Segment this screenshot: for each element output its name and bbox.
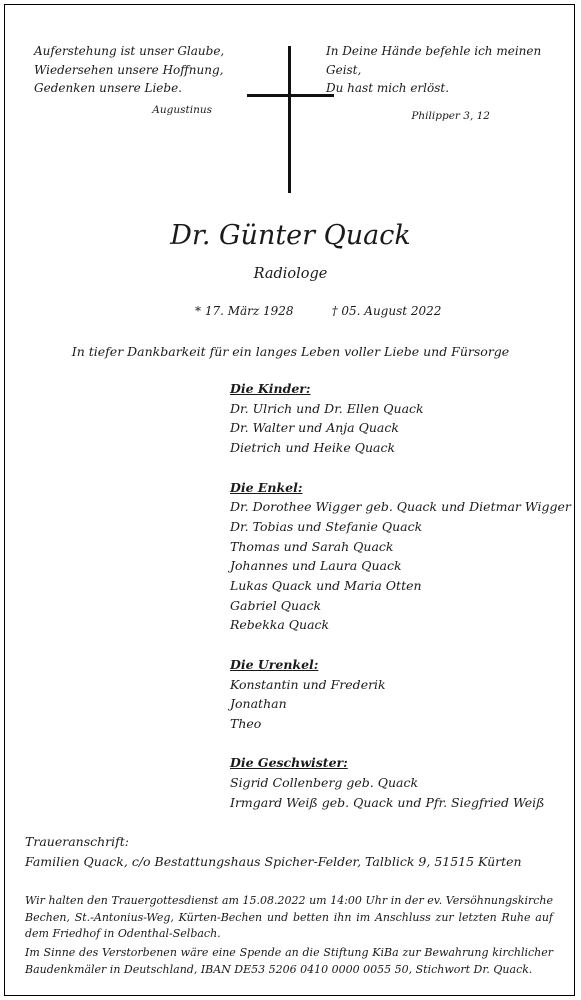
family-group-grandchildren xyxy=(230,478,571,636)
quote-right-line: Du hast mich erlöst. xyxy=(326,81,450,95)
family-member: Dr. Dorothee Wigger geb. Quack und Dietmar Wigger xyxy=(230,499,571,515)
family-member: Thomas und Sarah Quack xyxy=(230,538,394,554)
family-member: Jonathan xyxy=(230,696,287,712)
family-member: Dr. Tobias und Stefanie Quack xyxy=(230,518,423,534)
address-label: Traueranschrift: xyxy=(25,834,129,849)
family-member: Konstantin und Frederik xyxy=(230,676,386,692)
quote-left-line: Wiedersehen unsere Hoffnung, xyxy=(34,62,224,77)
group-heading: Die Urenkel: xyxy=(230,656,319,672)
family-member: Dietrich und Heike Quack xyxy=(230,440,396,456)
family-member: Irmgard Weiß geb. Quack und Pfr. Siegfried Weiß xyxy=(230,794,545,810)
quote-right-line: In Deine Hände befehle ich meinen Geist, xyxy=(326,44,542,77)
family-member: Sigrid Collenberg geb. Quack xyxy=(230,775,419,791)
family-group-great-grandchildren xyxy=(230,655,571,734)
quote-right xyxy=(326,42,556,125)
life-dates xyxy=(195,304,441,318)
quote-left-line: Auferstehung ist unser Glaube, xyxy=(34,44,225,58)
deceased-name: Dr. Günter Quack xyxy=(170,220,411,251)
group-heading: Die Kinder: xyxy=(230,381,311,396)
quote-left-line: Gedenken unsere Liebe. xyxy=(34,81,182,95)
deceased-profession: Radiologe xyxy=(253,266,328,282)
death-date: † 05. August 2022 xyxy=(331,304,442,318)
family-member: Theo xyxy=(230,715,262,731)
family-group-siblings xyxy=(230,753,571,812)
family-member: Johannes und Laura Quack xyxy=(230,558,402,574)
gratitude-line: In tiefer Dankbarkeit für ein langes Leben voller Liebe und Fürsorge xyxy=(71,344,510,359)
service-notice: Wir halten den Trauergottesdienst am 15.08.2022 um 14:00 Uhr in der ev. Versöhnungskirche Bechen, St.-Antonius-Weg, Kürten-Bechen und betten ihn im Anschluss zur letzten Ruhe auf dem Friedhof in Odenthal-Selbach. xyxy=(25,894,553,940)
donation-notice: Im Sinne des Verstorbenen wäre eine Spende an die Stiftung KiBa zur Bewahrung kirchlicher Baudenkmäler in Deutschland, IBAN DE53 5206 0410 0000 0055 50, Stichwort Dr. Quack. xyxy=(25,946,553,976)
group-heading: Die Geschwister: xyxy=(230,755,348,771)
cross-icon-horizontal xyxy=(247,94,334,97)
mourning-address xyxy=(25,832,522,871)
quote-left xyxy=(34,42,244,119)
family-member: Rebekka Quack xyxy=(230,617,330,633)
family-member: Dr. Walter und Anja Quack xyxy=(230,420,399,436)
family-member: Lukas Quack und Maria Otten xyxy=(230,578,422,594)
quote-left-source: Augustinus xyxy=(152,103,212,116)
family-member: Gabriel Quack xyxy=(230,597,322,613)
family-group-children xyxy=(230,379,571,458)
address-text: Familien Quack, c/o Bestattungshaus Spicher-Felder, Talblick 9, 51515 Kürten xyxy=(25,853,522,869)
family-member: Dr. Ulrich und Dr. Ellen Quack xyxy=(230,400,424,416)
cross-icon-vertical xyxy=(288,46,291,193)
birth-date: * 17. März 1928 xyxy=(195,304,294,318)
group-heading: Die Enkel: xyxy=(230,479,303,495)
quote-right-source: Philipper 3, 12 xyxy=(411,109,490,122)
family-list xyxy=(230,379,571,832)
